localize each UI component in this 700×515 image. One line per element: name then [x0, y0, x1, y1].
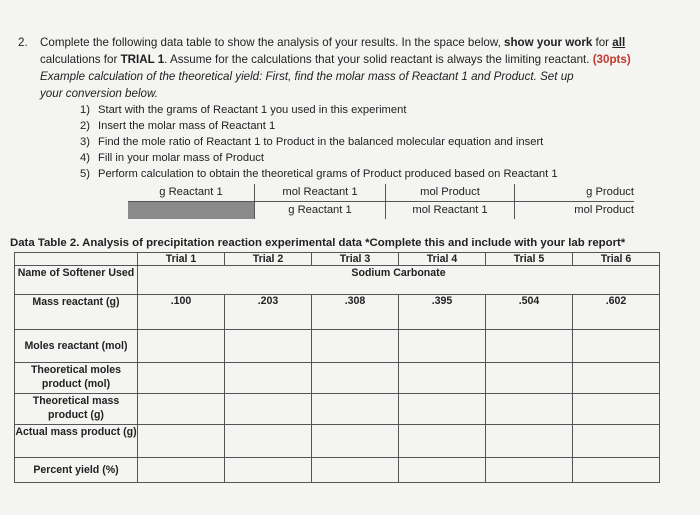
table-row [15, 266, 660, 295]
step-item: 3) Find the mole ratio of Reactant 1 to Product in the balanced molecular equation and insert [80, 136, 544, 148]
table-row [15, 295, 660, 330]
empty-cell[interactable] [399, 363, 486, 394]
conv-g-reactant: g Reactant 1 [159, 186, 223, 198]
theoretical-mass-label: Theoretical mass product (g) [15, 394, 138, 425]
table-row [15, 330, 660, 363]
points-label: (30pts) [592, 53, 631, 66]
empty-cell[interactable] [312, 330, 399, 363]
empty-cell[interactable] [573, 425, 660, 458]
empty-cell[interactable] [399, 394, 486, 425]
question-line-3: Example calculation of the theoretical yield: First, find the molar mass of Reactant 1 and Product. Set up [40, 70, 574, 83]
empty-cell[interactable] [399, 458, 486, 483]
empty-cell[interactable] [573, 394, 660, 425]
header-trial-2: Trial 2 [225, 253, 312, 266]
question-line-1: Complete the following data table to show the analysis of your results. In the space below, show your work for all [40, 36, 626, 49]
moles-label: Moles reactant (mol) [15, 330, 138, 363]
empty-cell[interactable] [312, 425, 399, 458]
table-row [15, 394, 660, 425]
header-trial-5: Trial 5 [486, 253, 573, 266]
mass-label: Mass reactant (g) [15, 295, 138, 330]
header-trial-1: Trial 1 [138, 253, 225, 266]
empty-cell[interactable] [573, 330, 660, 363]
empty-cell[interactable] [225, 330, 312, 363]
mass-cell[interactable]: .100 [138, 295, 225, 330]
empty-cell[interactable] [399, 330, 486, 363]
all-emphasis: all [612, 36, 626, 49]
empty-cell[interactable] [225, 425, 312, 458]
step-item: 1) Start with the grams of Reactant 1 you used in this experiment [80, 104, 407, 116]
empty-cell[interactable] [573, 363, 660, 394]
show-work-emphasis: show your work [504, 36, 593, 49]
empty-cell[interactable] [138, 425, 225, 458]
empty-cell[interactable] [138, 458, 225, 483]
mass-cell[interactable]: .308 [312, 295, 399, 330]
header-empty [15, 253, 138, 266]
table-row [15, 425, 660, 458]
question-line-4: your conversion below. [40, 87, 158, 100]
grams-input-field[interactable] [128, 201, 254, 219]
empty-cell[interactable] [225, 363, 312, 394]
step-item: 5) Perform calculation to obtain the theoretical grams of Product produced based on Reactant 1 [80, 168, 558, 180]
header-trial-6: Trial 6 [573, 253, 660, 266]
header-trial-3: Trial 3 [312, 253, 399, 266]
mass-cell[interactable]: .602 [573, 295, 660, 330]
empty-cell[interactable] [312, 458, 399, 483]
mass-cell[interactable]: .504 [486, 295, 573, 330]
conv-mol-product-denominator: mol Product [574, 204, 634, 216]
empty-cell[interactable] [138, 394, 225, 425]
empty-cell[interactable] [138, 330, 225, 363]
empty-cell[interactable] [225, 394, 312, 425]
trial-1-emphasis: TRIAL 1 [120, 53, 165, 66]
empty-cell[interactable] [486, 458, 573, 483]
table-row [15, 458, 660, 483]
question-line-2: calculations for TRIAL 1. Assume for the calculations that your solid reactant is always the limiting reactant. (30pts) [40, 53, 631, 66]
empty-cell[interactable] [486, 425, 573, 458]
conversion-setup [128, 184, 634, 220]
mass-cell[interactable]: .395 [399, 295, 486, 330]
question-block [18, 34, 678, 182]
empty-cell[interactable] [573, 458, 660, 483]
empty-cell[interactable] [312, 394, 399, 425]
table-title: Data Table 2. Analysis of precipitation reaction experimental data *Complete this and include with your lab report* [10, 237, 626, 249]
percent-yield-label: Percent yield (%) [15, 458, 138, 483]
step-item: 2) Insert the molar mass of Reactant 1 [80, 120, 276, 132]
empty-cell[interactable] [486, 330, 573, 363]
empty-cell[interactable] [138, 363, 225, 394]
data-table [14, 252, 660, 483]
softener-value[interactable]: Sodium Carbonate [138, 266, 660, 295]
theoretical-moles-label: Theoretical moles product (mol) [15, 363, 138, 394]
table-header-row [15, 253, 660, 266]
conv-mol-product: mol Product [420, 186, 480, 198]
empty-cell[interactable] [486, 394, 573, 425]
step-item: 4) Fill in your molar mass of Product [80, 152, 264, 164]
header-trial-4: Trial 4 [399, 253, 486, 266]
conv-mol-reactant-denominator: mol Reactant 1 [412, 204, 488, 216]
empty-cell[interactable] [486, 363, 573, 394]
conv-mol-reactant: mol Reactant 1 [282, 186, 358, 198]
empty-cell[interactable] [399, 425, 486, 458]
empty-cell[interactable] [312, 363, 399, 394]
softener-label: Name of Softener Used [15, 266, 138, 295]
mass-cell[interactable]: .203 [225, 295, 312, 330]
empty-cell[interactable] [225, 458, 312, 483]
conv-g-product: g Product [586, 186, 634, 198]
table-row [15, 363, 660, 394]
actual-mass-label: Actual mass product (g) [15, 425, 138, 458]
conv-g-reactant-denominator: g Reactant 1 [288, 204, 352, 216]
question-number: 2. [18, 36, 28, 49]
steps-list [18, 102, 678, 182]
